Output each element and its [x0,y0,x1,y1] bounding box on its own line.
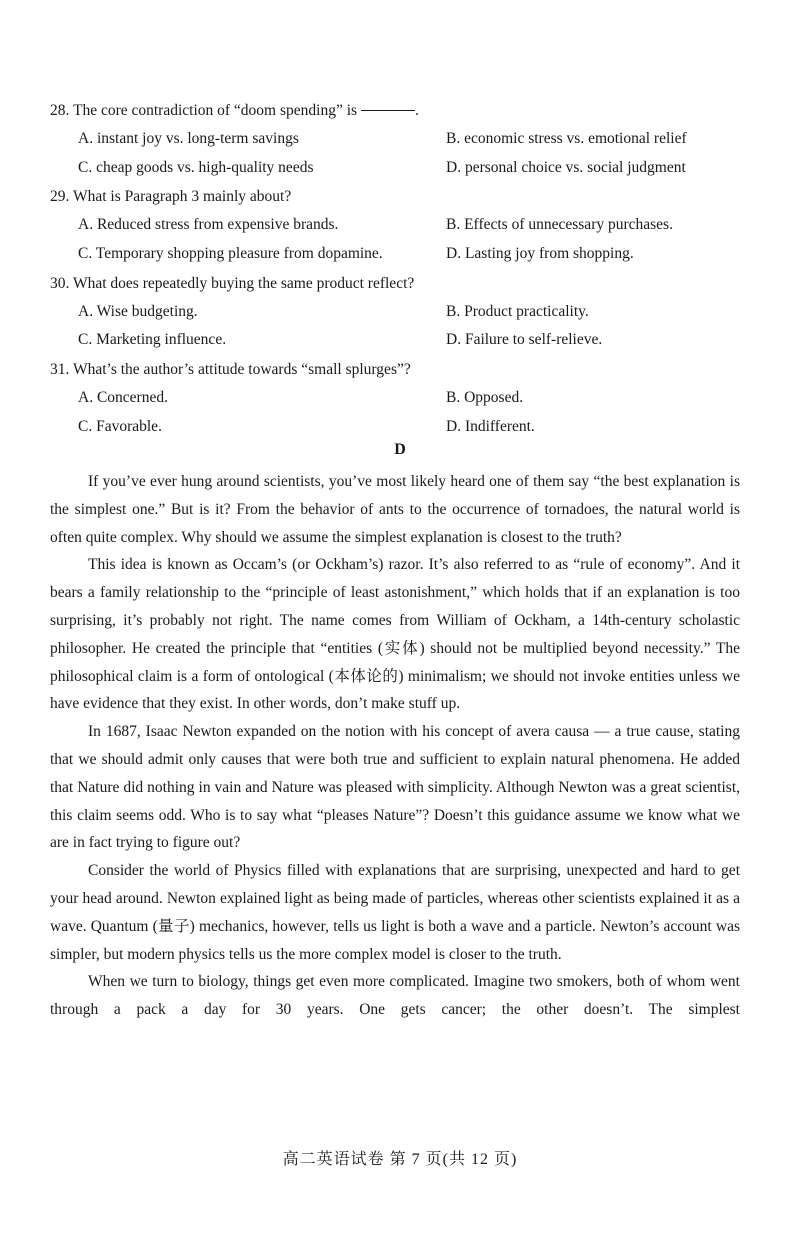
option-d: D. Lasting joy from shopping. [446,245,634,263]
option-row [50,125,750,154]
option-d: D. Failure to self-relieve. [446,331,603,349]
option-b: B. economic stress vs. emotional relief [446,130,687,147]
question-stem: 29. What is Paragraph 3 mainly about? [50,188,292,206]
option-d: D. Indifferent. [446,417,535,435]
question-block [50,96,750,442]
option-b: B. Opposed. [446,389,524,407]
option-row [50,413,750,442]
page-footer: 高二英语试卷 第 7 页(共 12 页) [282,1151,518,1168]
option-a: A. Wise budgeting. [78,302,198,320]
passage-paragraph: If you’ve ever hung around scientists, you’ve most likely heard one of them say “the best explanation is the simplest one.” But is it? From the behavior of ants to the occurrence of tornadoes, the natural world is often quite complex. Why should we assume the simplest explanation is closest to the truth? [50,473,740,546]
section-heading: D [394,441,406,458]
passage-paragraph: In 1687, Isaac Newton expanded on the notion with his concept of avera causa — a true cause, stating that we should admit only causes that were both true and sufficient to explain natural phenomena. He added that Nature did nothing in vain and Nature was pleased with simplicity. Although Newton was a great scientist, this claim seems odd. Who is to say what “pleases Nature”? Doesn’t this guidance assume we know what we are in fact trying to figure out? [50,723,740,852]
option-d: D. personal choice vs. social judgment [446,158,686,176]
question-stem-end: . [414,102,419,119]
answer-blank [361,109,415,111]
option-row [50,240,750,269]
question-stem-text: 28. The core contradiction of “doom spending” is [50,102,361,119]
option-a: A. instant joy vs. long-term savings [78,130,299,147]
question-stem [50,96,750,125]
option-row [50,384,750,413]
option-row [50,211,750,240]
question-stem: 31. What’s the author’s attitude towards “small splurges”? [50,361,411,379]
option-row [50,326,750,355]
reading-passage [50,468,740,1024]
option-row [50,154,750,183]
option-c: C. Favorable. [78,417,162,435]
option-c: C. cheap goods vs. high-quality needs [78,158,314,176]
question-stem: 30. What does repeatedly buying the same product reflect? [50,274,415,292]
passage-paragraph: This idea is known as Occam’s (or Ockham’s) razor. It’s also referred to as “rule of economy”. And it bears a family relationship to the “principle of least astonishment,” which holds that if an explanation is too surprising, it’s probably not right. The name comes from William of Ockham, a 14th-century scholastic philosopher. He created the principle that “entities (实体) should not be multiplied beyond necessity.” The philosophical claim is a form of ontological (本体论的) minimalism; we should not invoke entities unless we have evidence that they exist. In other words, don’t make stuff up. [50,556,740,713]
option-row [50,298,750,327]
passage-paragraph: When we turn to biology, things get even more complicated. Imagine two smokers, both of whom went through a pack a day for 30 years. One gets cancer; the other doesn’t. The simplest [50,973,740,1019]
option-b: B. Product practicality. [446,302,589,320]
option-a: A. Concerned. [78,389,168,407]
option-c: C. Temporary shopping pleasure from dopamine. [78,245,383,263]
option-a: A. Reduced stress from expensive brands. [78,216,339,234]
passage-paragraph: Consider the world of Physics filled with explanations that are surprising, unexpected and hard to get your head around. Newton explained light as being made of particles, whereas other scientists explained it as a wave. Quantum (量子) mechanics, however, tells us light is both a wave and a particle. Newton’s account was simpler, but modern physics tells us the more complex model is closer to the truth. [50,862,740,963]
option-c: C. Marketing influence. [78,331,227,349]
option-b: B. Effects of unnecessary purchases. [446,216,673,234]
